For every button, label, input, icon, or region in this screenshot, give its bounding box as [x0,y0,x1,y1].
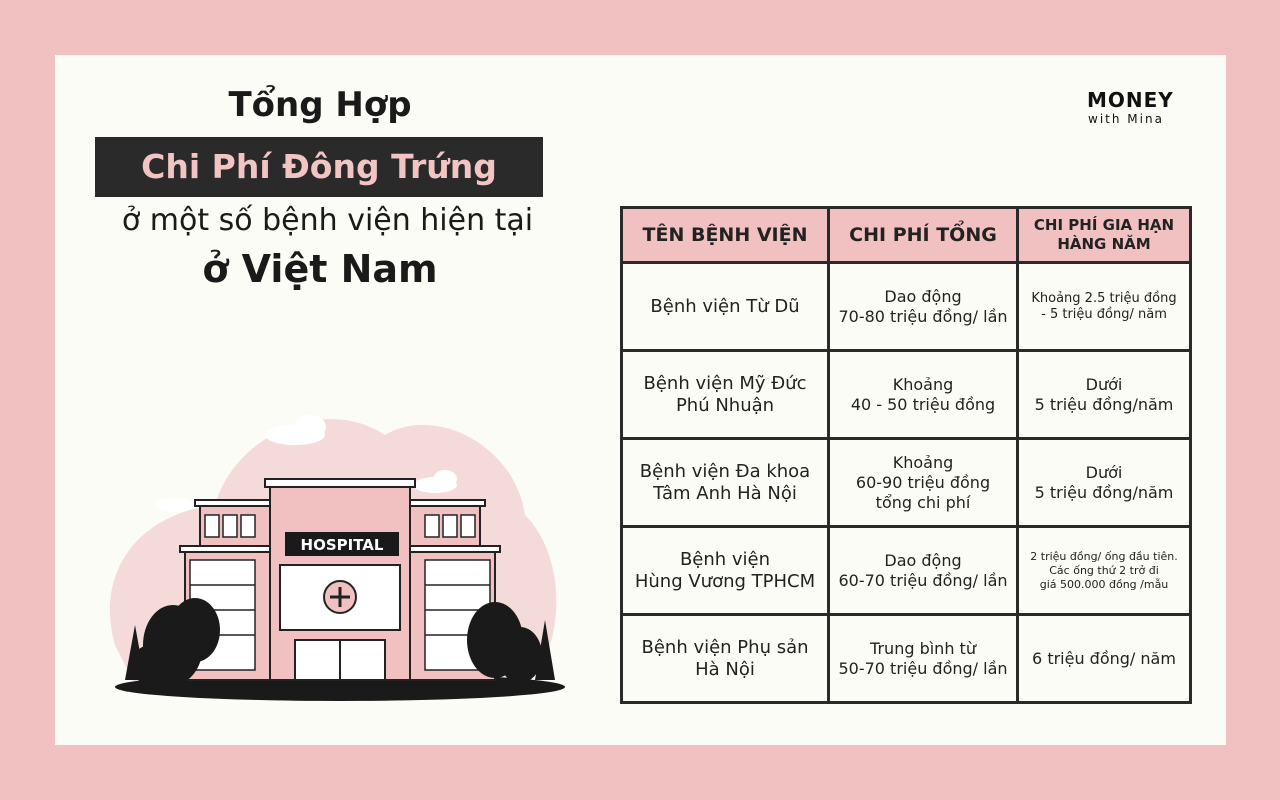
title-line-3: ở một số bệnh viện hiện tại [121,203,534,238]
brand-name: MONEY [1087,88,1174,112]
hospital-name: Bệnh viện Đa khoa Tâm Anh Hà Nội [622,439,829,527]
header-total-cost: CHI PHÍ TỔNG [829,208,1018,263]
renewal-cost: 2 triệu đồng/ ống đầu tiên. Các ống thứ 2 trở đi giá 500.000 đồng /mẫu [1018,527,1191,615]
header-renewal-cost: CHI PHÍ GIA HẠN HÀNG NĂM [1018,208,1191,263]
hospital-name: Bệnh viện Hùng Vương TPHCM [622,527,829,615]
hospital-illustration [95,395,565,705]
table-row [622,439,1191,527]
total-cost: Dao động 70-80 triệu đồng/ lần [829,263,1018,351]
brand-tagline: with Mina [1088,112,1164,126]
total-cost: Khoảng 40 - 50 triệu đồng [829,351,1018,439]
title-line-4: ở Việt Nam [202,247,438,291]
total-cost: Dao động 60-70 triệu đồng/ lần [829,527,1018,615]
infographic-card [55,55,1226,745]
hospital-name: Bệnh viện Mỹ Đức Phú Nhuận [622,351,829,439]
header-hospital-name: TÊN BỆNH VIỆN [622,208,829,263]
renewal-cost: Dưới 5 triệu đồng/năm [1018,351,1191,439]
table-header-row [622,208,1191,263]
hospital-name: Bệnh viện Phụ sản Hà Nội [622,615,829,703]
title-line-1: Tổng Hợp [228,85,412,125]
hospital-name: Bệnh viện Từ Dũ [622,263,829,351]
table-row [622,527,1191,615]
brand-logo [1087,88,1187,130]
title-highlight-box [95,137,543,197]
cost-table [620,206,1192,704]
total-cost: Trung bình từ 50-70 triệu đồng/ lần [829,615,1018,703]
hospital-sign: HOSPITAL [300,536,384,554]
renewal-cost: Dưới 5 triệu đồng/năm [1018,439,1191,527]
title-highlight: Chi Phí Đông Trứng [141,147,497,186]
table-row [622,615,1191,703]
total-cost: Khoảng 60-90 triệu đồng tổng chi phí [829,439,1018,527]
table-row [622,263,1191,351]
table-row [622,351,1191,439]
renewal-cost: 6 triệu đồng/ năm [1018,615,1191,703]
renewal-cost: Khoảng 2.5 triệu đồng - 5 triệu đồng/ năm [1018,263,1191,351]
